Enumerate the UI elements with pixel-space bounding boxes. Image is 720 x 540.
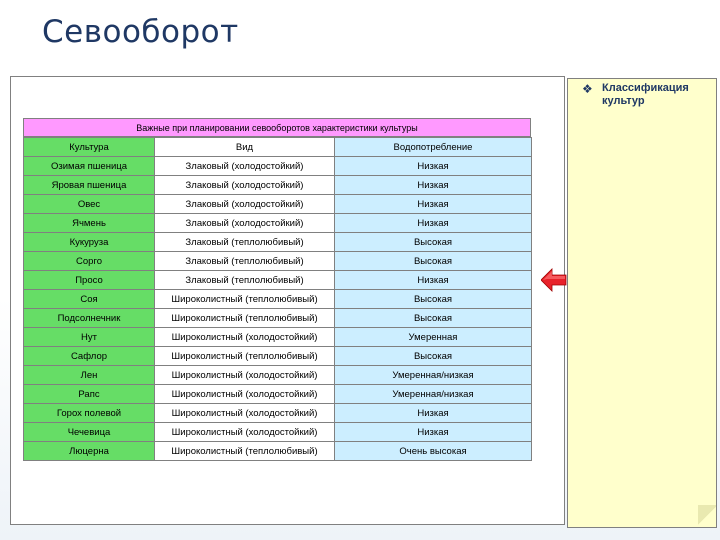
table-row (24, 309, 532, 328)
header-crop: Культура (24, 138, 155, 157)
cell-type: Широколистный (холодостойкий) (155, 423, 335, 442)
diamond-bullet-icon: ❖ (582, 82, 593, 96)
cell-type: Широколистный (теплолюбивый) (155, 309, 335, 328)
note-fold (698, 505, 716, 527)
table-row (24, 252, 532, 271)
cell-type: Широколистный (теплолюбивый) (155, 290, 335, 309)
cell-crop: Ячмень (24, 214, 155, 233)
cell-crop: Рапс (24, 385, 155, 404)
cell-water-use: Низкая (335, 157, 532, 176)
table-row (24, 423, 532, 442)
table-row (24, 176, 532, 195)
table-header-row (24, 138, 532, 157)
cell-type: Широколистный (теплолюбивый) (155, 442, 335, 461)
cell-crop: Овес (24, 195, 155, 214)
cell-crop: Горох полевой (24, 404, 155, 423)
cell-water-use: Умеренная/низкая (335, 385, 532, 404)
cell-water-use: Низкая (335, 195, 532, 214)
cell-crop: Сафлор (24, 347, 155, 366)
cell-crop: Просо (24, 271, 155, 290)
cell-crop: Соя (24, 290, 155, 309)
cell-crop: Сорго (24, 252, 155, 271)
cell-type: Широколистный (холодостойкий) (155, 404, 335, 423)
header-water-use: Водопотребление (335, 138, 532, 157)
table-row (24, 404, 532, 423)
cell-crop: Озимая пшеница (24, 157, 155, 176)
cell-crop: Подсолнечник (24, 309, 155, 328)
cell-type: Злаковый (теплолюбивый) (155, 233, 335, 252)
cell-type: Злаковый (холодостойкий) (155, 176, 335, 195)
cell-water-use: Низкая (335, 214, 532, 233)
cell-water-use: Умеренная (335, 328, 532, 347)
table-row (24, 328, 532, 347)
table-row (24, 347, 532, 366)
table-row (24, 214, 532, 233)
cell-type: Широколистный (теплолюбивый) (155, 347, 335, 366)
cell-type: Злаковый (теплолюбивый) (155, 271, 335, 290)
cell-water-use: Высокая (335, 290, 532, 309)
cell-type: Широколистный (холодостойкий) (155, 385, 335, 404)
cell-crop: Кукуруза (24, 233, 155, 252)
side-note (567, 78, 717, 528)
cell-crop: Чечевица (24, 423, 155, 442)
cell-type: Злаковый (холодостойкий) (155, 214, 335, 233)
cell-type: Злаковый (холодостойкий) (155, 157, 335, 176)
cell-crop: Яровая пшеница (24, 176, 155, 195)
table-row (24, 290, 532, 309)
cell-water-use: Низкая (335, 404, 532, 423)
table-row (24, 233, 532, 252)
cell-water-use: Высокая (335, 347, 532, 366)
page-title: Севооборот (42, 14, 239, 50)
cell-type: Широколистный (холодостойкий) (155, 366, 335, 385)
left-arrow-icon (541, 268, 567, 292)
table-row (24, 385, 532, 404)
cell-crop: Нут (24, 328, 155, 347)
table-row (24, 366, 532, 385)
cell-type: Злаковый (теплолюбивый) (155, 252, 335, 271)
header-type: Вид (155, 138, 335, 157)
crop-table (23, 137, 532, 461)
cell-water-use: Низкая (335, 176, 532, 195)
cell-water-use: Умеренная/низкая (335, 366, 532, 385)
cell-type: Широколистный (холодостойкий) (155, 328, 335, 347)
cell-water-use: Низкая (335, 423, 532, 442)
cell-water-use: Очень высокая (335, 442, 532, 461)
note-text: Классификация культур (602, 82, 689, 107)
table-row (24, 195, 532, 214)
table-caption: Важные при планировании севооборотов характеристики культуры (23, 118, 531, 137)
table-row (24, 157, 532, 176)
cell-type: Злаковый (холодостойкий) (155, 195, 335, 214)
cell-water-use: Высокая (335, 252, 532, 271)
cell-water-use: Высокая (335, 233, 532, 252)
table-row (24, 271, 532, 290)
cell-water-use: Высокая (335, 309, 532, 328)
table-row (24, 442, 532, 461)
cell-crop: Люцерна (24, 442, 155, 461)
cell-crop: Лен (24, 366, 155, 385)
cell-water-use: Низкая (335, 271, 532, 290)
